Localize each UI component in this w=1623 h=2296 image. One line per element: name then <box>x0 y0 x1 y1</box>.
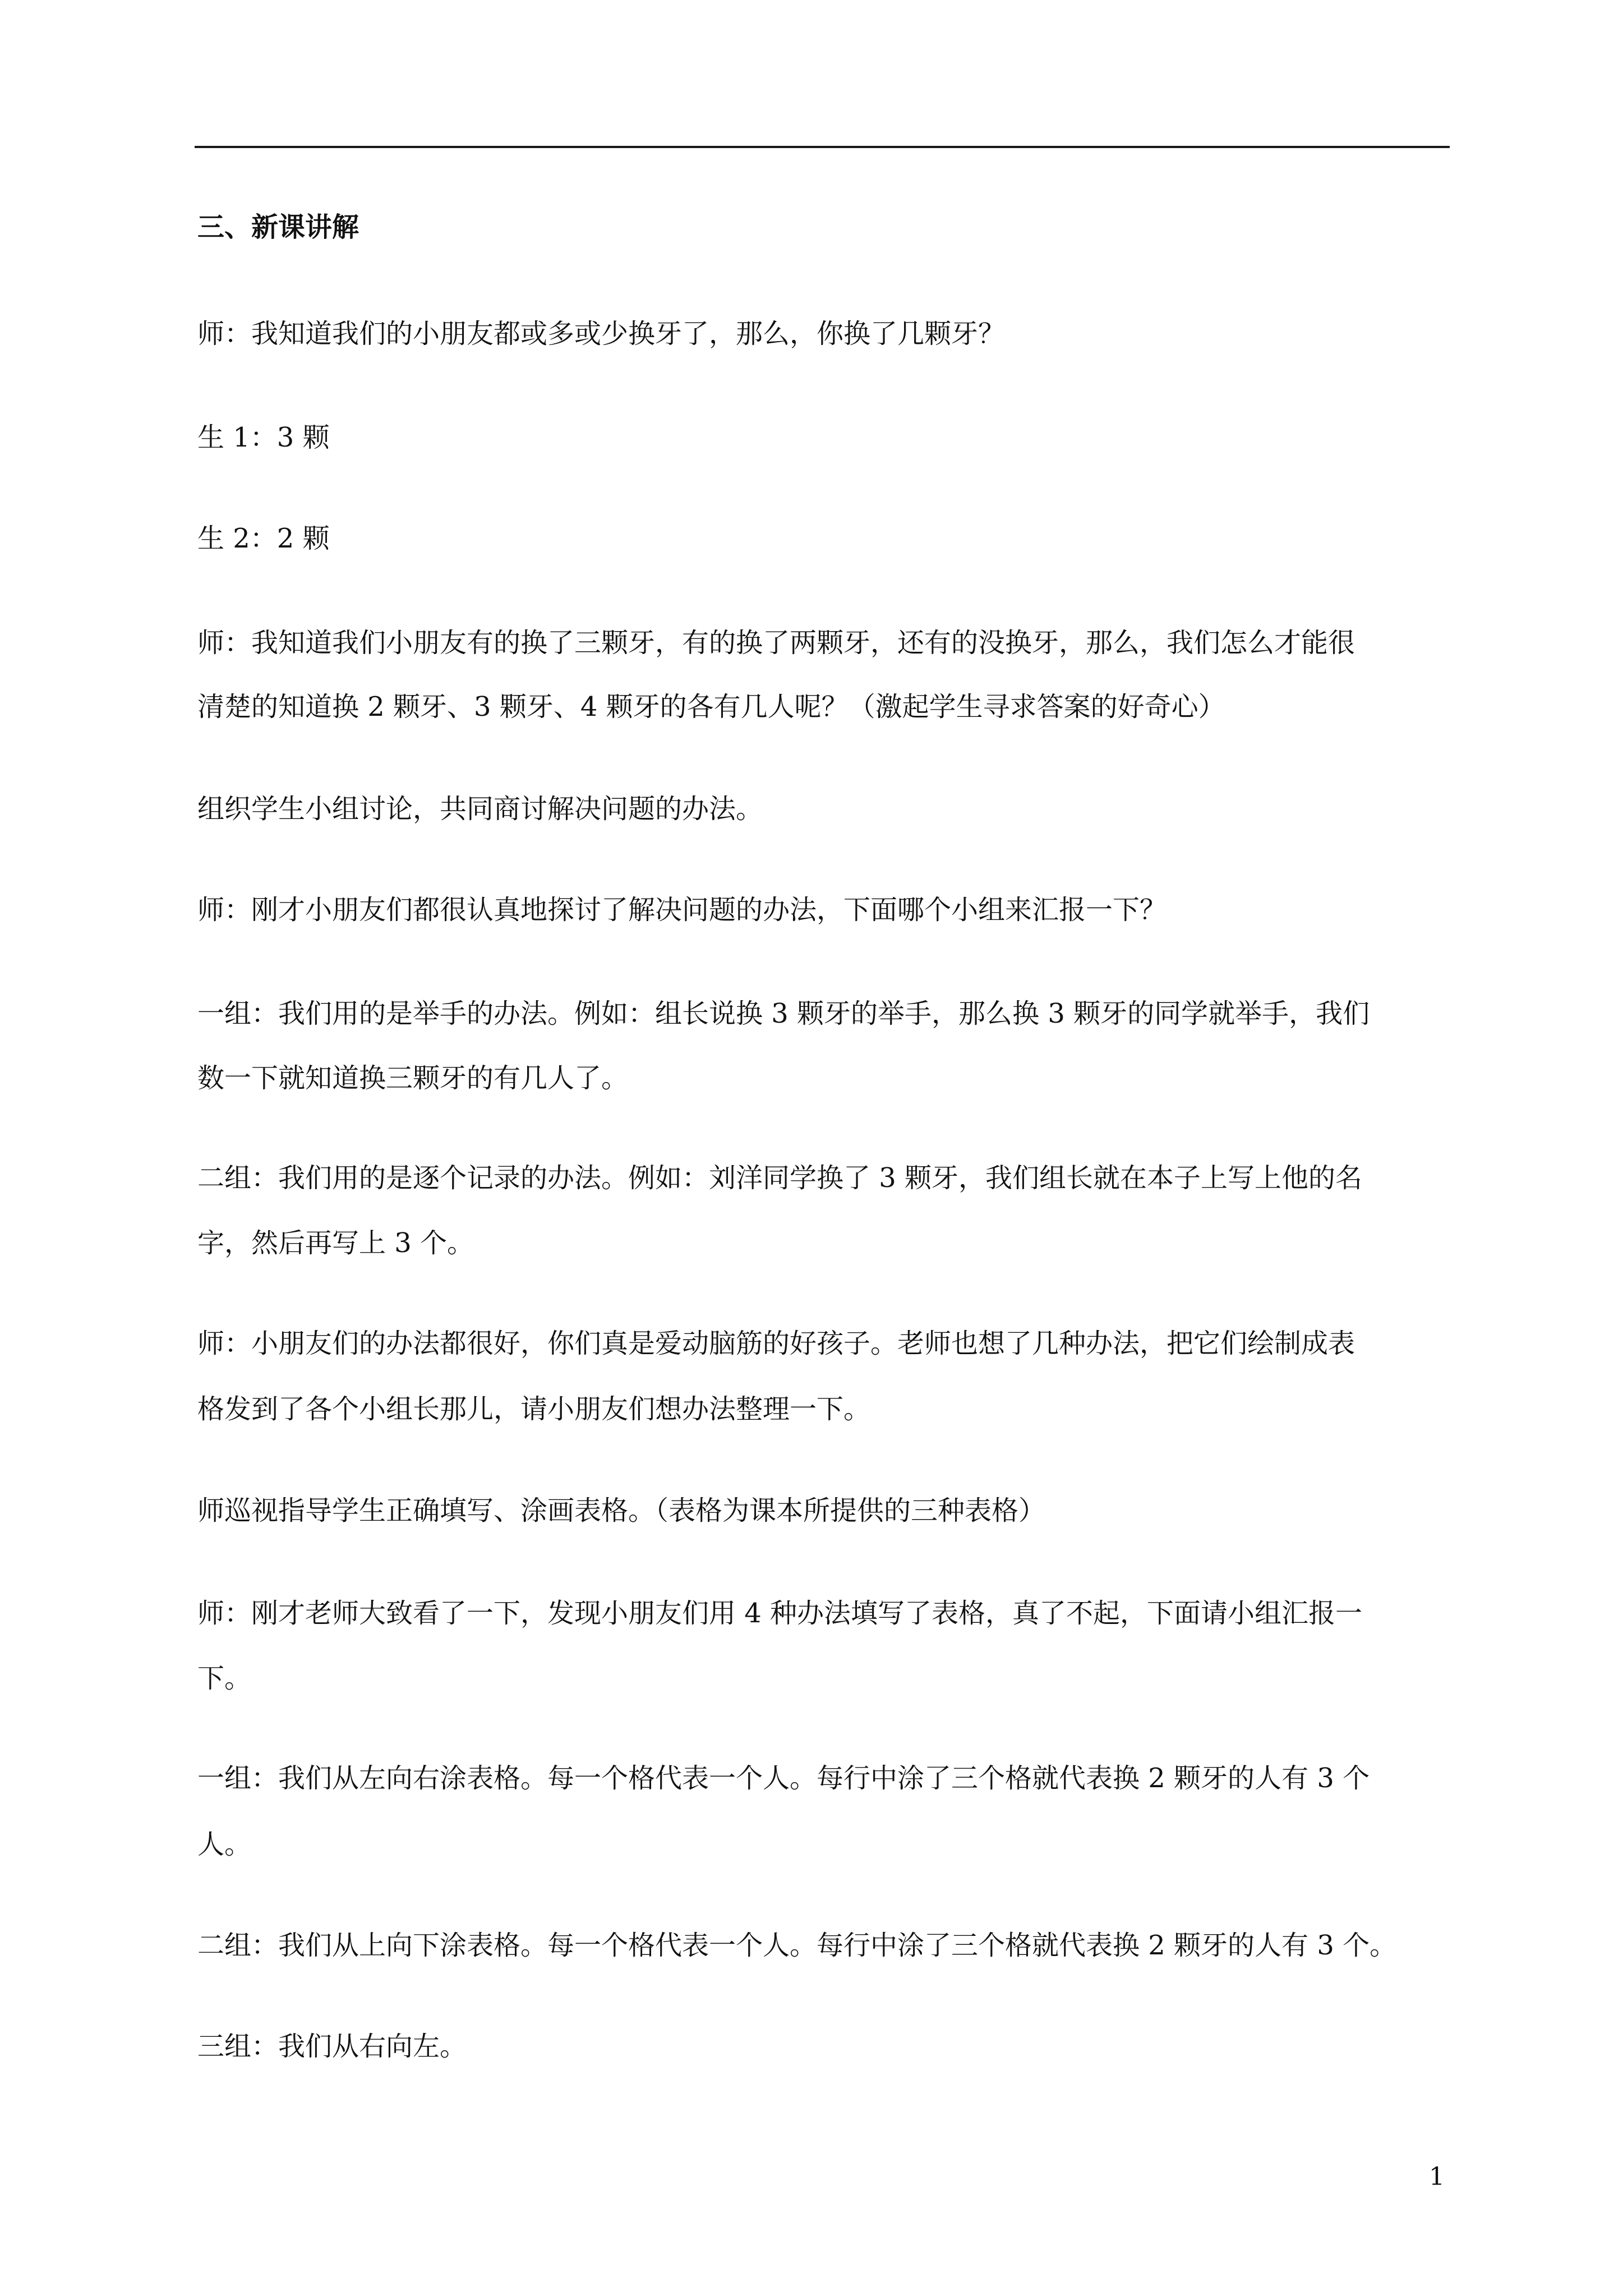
paragraph-9-line-1: 师：小朋友们的办法都很好，你们真是爱动脑筋的好孩子。老师也想了几种办法，把它们绘制成表 <box>197 1328 1355 1359</box>
paragraph-1-line-1: 师：我知道我们的小朋友都或多或少换牙了，那么，你换了几颗牙？ <box>197 318 1006 349</box>
paragraph-11-line-1: 师：刚才老师大致看了一下，发现小朋友们用 4 种办法填写了表格，真了不起，下面请小组汇报一 <box>197 1598 1363 1629</box>
paragraph-14-line-1: 三组：我们从右向左。 <box>197 2031 467 2062</box>
page-number: 1 <box>1429 2162 1445 2191</box>
section-heading: 三、新课讲解 <box>197 211 359 243</box>
paragraph-4-line-2: 清楚的知道换 2 颗牙、3 颗牙、4 颗牙的各有几人呢？（激起学生寻求答案的好奇心） <box>197 691 1225 723</box>
paragraph-11-line-2: 下。 <box>197 1663 252 1694</box>
paragraph-12-line-2: 人。 <box>197 1829 252 1860</box>
paragraph-6-line-1: 师：刚才小朋友们都很认真地探讨了解决问题的办法，下面哪个小组来汇报一下？ <box>197 894 1167 926</box>
paragraph-9-line-2: 格发到了各个小组长那儿，请小朋友们想办法整理一下。 <box>197 1393 871 1425</box>
paragraph-2-line-1: 生 1：3 颗 <box>197 422 330 453</box>
paragraph-13-line-1: 二组：我们从上向下涂表格。每一个格代表一个人。每行中涂了三个格就代表换 2 颗牙的人有 3 个。 <box>197 1930 1397 1961</box>
paragraph-7-line-1: 一组：我们用的是举手的办法。例如：组长说换 3 颗牙的举手，那么换 3 颗牙的同学就举手，我们 <box>197 998 1370 1029</box>
paragraph-5-line-1: 组织学生小组讨论，共同商讨解决问题的办法。 <box>197 793 763 825</box>
paragraph-3-line-1: 生 2：2 颗 <box>197 523 330 554</box>
paragraph-10-line-1: 师巡视指导学生正确填写、涂画表格。（表格为课本所提供的三种表格） <box>197 1495 1046 1526</box>
header-rule <box>195 146 1450 148</box>
paragraph-8-line-1: 二组：我们用的是逐个记录的办法。例如：刘洋同学换了 3 颗牙，我们组长就在本子上写上他的名 <box>197 1162 1363 1194</box>
paragraph-4-line-1: 师：我知道我们小朋友有的换了三颗牙，有的换了两颗牙，还有的没换牙，那么，我们怎么才能很 <box>197 627 1355 659</box>
paragraph-8-line-2: 字，然后再写上 3 个。 <box>197 1227 474 1259</box>
paragraph-7-line-2: 数一下就知道换三颗牙的有几人了。 <box>197 1062 629 1094</box>
paragraph-12-line-1: 一组：我们从左向右涂表格。每一个格代表一个人。每行中涂了三个格就代表换 2 颗牙的人有 3 个 <box>197 1763 1370 1794</box>
